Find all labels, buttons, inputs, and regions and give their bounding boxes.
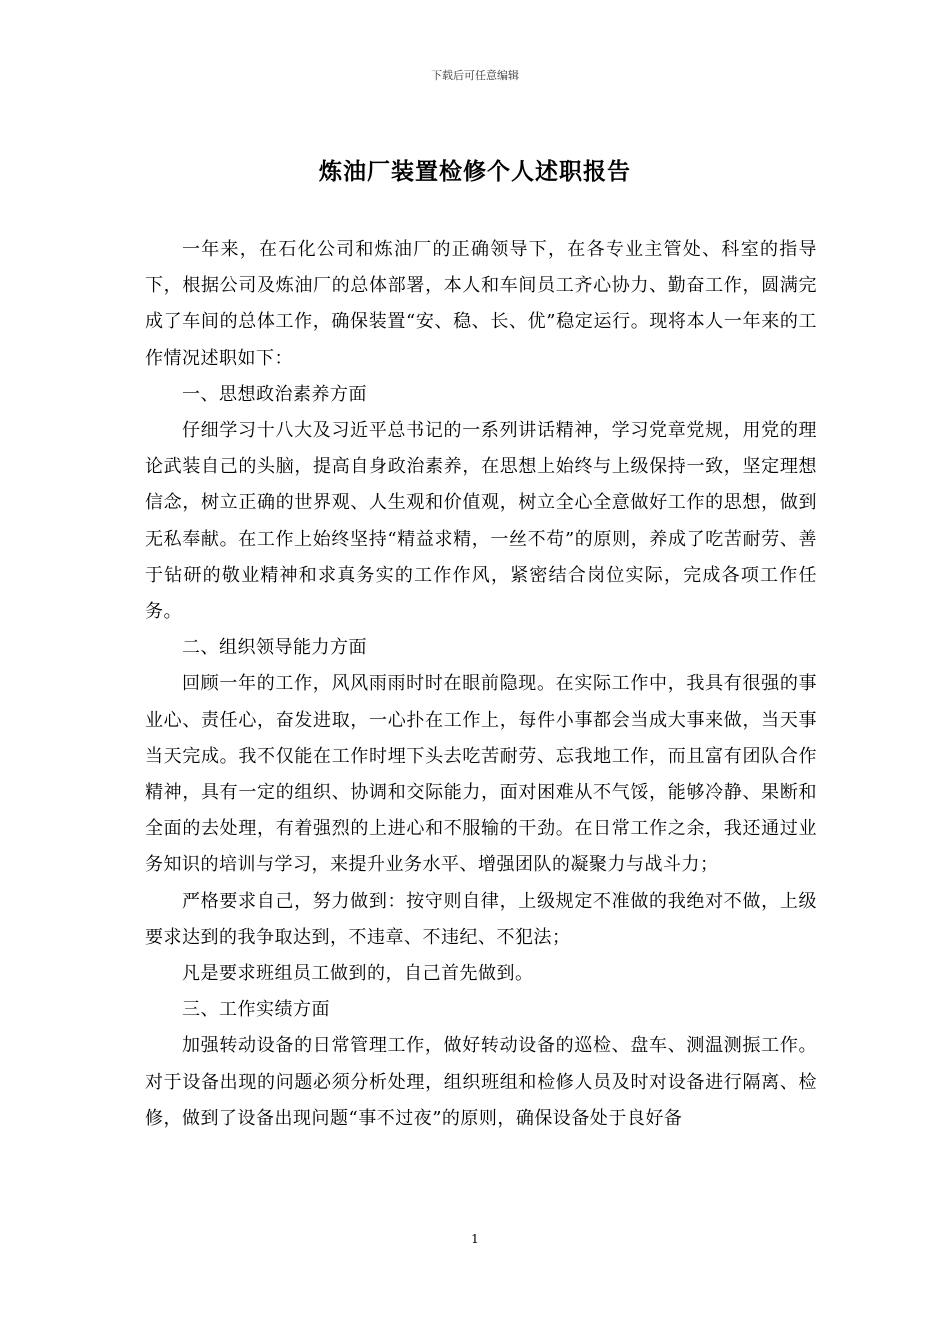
document-title: 炼油厂装置检修个人述职报告 <box>319 158 631 185</box>
paragraph-intro: 一年来，在石化公司和炼油厂的正确领导下，在各专业主管处、科室的指导下，根据公司及炼油厂的总体部署，本人和车间员工齐心协力、勤奋工作，圆满完成了车间的总体工作，确保装置“安、稳、长、优”稳定运行。现将本人一年来的工作情况述职如下： <box>145 239 817 369</box>
paragraph-leadership: 回顾一年的工作，风风雨雨时时在眼前隐现。在实际工作中，我具有很强的事业心、责任心，奋发进取，一心扑在工作上，每件小事都会当成大事来做，当天事当天完成。我不仅能在工作时埋下头去吃苦耐劳、忘我地工作，而且富有团队合作精神，具有一定的组织、协调和交际能力，面对困难从不气馁，能够冷静、果断和全面的去处理，有着强烈的上进心和不服输的干劲。在日常工作之余，我还通过业务知识的培训与学习，来提升业务水平、增强团队的凝聚力与战斗力； <box>145 673 817 876</box>
paragraph-lead-by-example: 凡是要求班组员工做到的，自己首先做到。 <box>182 963 534 985</box>
document-body <box>145 232 817 1137</box>
page-number: 1 <box>471 1232 479 1246</box>
paragraph-achievements: 加强转动设备的日常管理工作，做好转动设备的巡检、盘车、测温测振工作。对于设备出现的问题必须分析处理，组织班组和检修人员及时对设备进行隔离、检修，做到了设备出现问题“事不过夜”的原则，确保设备处于良好备 <box>145 1035 817 1129</box>
paragraph-political: 仔细学习十八大及习近平总书记的一系列讲话精神，学习党章党规，用党的理论武装自己的头脑，提高自身政治素养，在思想上始终与上级保持一致，坚定理想信念，树立正确的世界观、人生观和价值观，树立全心全意做好工作的思想，做到无私奉献。在工作上始终坚持“精益求精，一丝不苟”的原则，养成了吃苦耐劳、善于钻研的敬业精神和求真务实的工作作风，紧密结合岗位实际，完成各项工作任务。 <box>145 420 817 623</box>
section-heading-political: 一、思想政治素养方面 <box>182 383 367 405</box>
paragraph-self-discipline: 严格要求自己，努力做到：按守则自律，上级规定不准做的我绝对不做，上级要求达到的我争取达到，不违章、不违纪、不犯法； <box>145 890 817 948</box>
section-heading-leadership: 二、组织领导能力方面 <box>182 637 367 659</box>
header-note: 下载后可任意编辑 <box>431 69 519 82</box>
section-heading-achievements: 三、工作实绩方面 <box>182 999 330 1021</box>
